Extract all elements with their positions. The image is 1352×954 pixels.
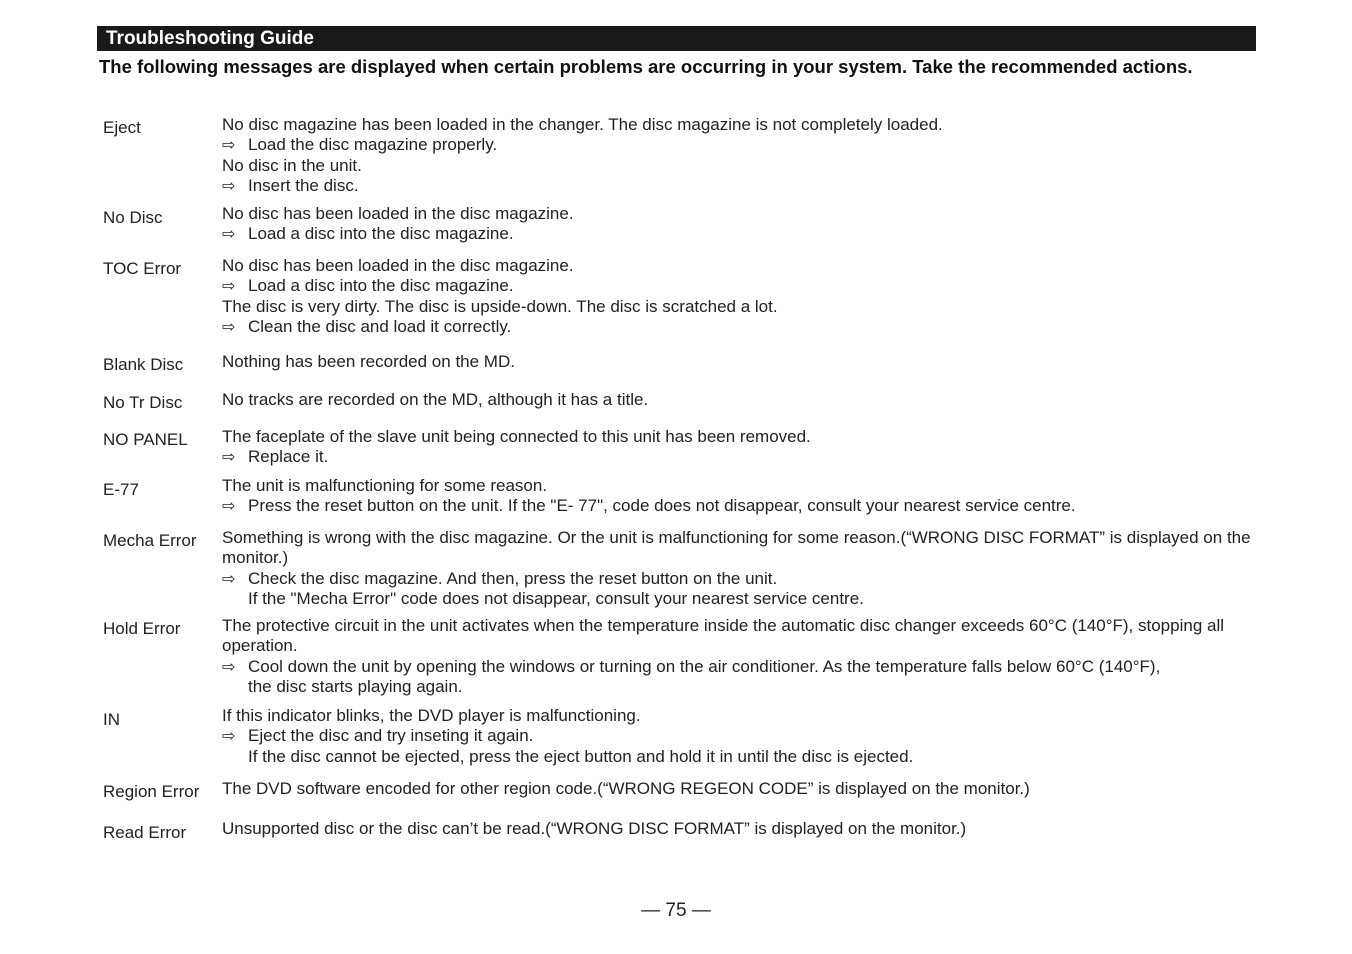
desc-line: Unsupported disc or the disc can’t be read.(“WRONG DISC FORMAT” is displayed on the monitor.): [222, 819, 967, 838]
arrow-right-icon: ⇨: [222, 276, 236, 296]
remedy-line: [222, 657, 1252, 677]
arrow-right-icon: ⇨: [222, 224, 236, 244]
error-desc-e-77: [222, 476, 1252, 517]
arrow-right-icon: ⇨: [222, 568, 236, 588]
remedy-text: Press the reset button on the unit. If the "E- 77", code does not disappear, consult your nearest service centre.: [248, 496, 1076, 516]
error-desc-eject: [222, 115, 1252, 197]
desc-line: Something is wrong with the disc magazine. Or the unit is malfunctioning for some reason.(“WRONG DISC FORMAT” is displayed on the monitor.): [222, 528, 1251, 568]
error-label-blank-disc: Blank Disc: [103, 355, 184, 374]
remedy-line: [222, 276, 1252, 296]
error-label-no-panel: NO PANEL: [103, 430, 188, 449]
remedy-text: Load a disc into the disc magazine.: [248, 224, 514, 244]
remedy-text: Eject the disc and try inseting it again.: [248, 726, 534, 746]
error-desc-no-panel: [222, 427, 1252, 468]
desc-line: No tracks are recorded on the MD, although it has a title.: [222, 390, 649, 409]
arrow-right-icon: ⇨: [222, 176, 236, 196]
remedy-line: [222, 496, 1252, 516]
desc-line: The DVD software encoded for other region code.(“WRONG REGEON CODE” is displayed on the monitor.): [222, 779, 1030, 798]
remedy-line: [222, 317, 1252, 337]
desc-line: No disc has been loaded in the disc magazine.: [222, 204, 574, 223]
error-label-toc-error: TOC Error: [103, 259, 182, 278]
desc-line: No disc magazine has been loaded in the changer. The disc magazine is not completely loaded.: [222, 115, 943, 134]
remedy-text: Load a disc into the disc magazine.: [248, 276, 514, 296]
error-desc-toc-error: [222, 256, 1252, 338]
remedy-text: Load the disc magazine properly.: [248, 135, 498, 155]
error-label-no-tr-disc: No Tr Disc: [103, 393, 183, 412]
remedy-text: Clean the disc and load it correctly.: [248, 317, 512, 337]
remedy-line: [222, 447, 1252, 467]
error-label-region-error: Region Error: [103, 782, 200, 801]
error-desc-no-tr-disc: [222, 390, 1252, 410]
section-title-bar: [97, 26, 1256, 51]
desc-line: If this indicator blinks, the DVD player is malfunctioning.: [222, 706, 641, 725]
remedy-continuation: If the "Mecha Error" code does not disappear, consult your nearest service centre.: [248, 589, 864, 609]
remedy-text: Replace it.: [248, 447, 329, 467]
desc-line: The protective circuit in the unit activates when the temperature inside the automatic disc changer exceeds 60°C (140°F), stopping all operation.: [222, 616, 1225, 656]
arrow-right-icon: ⇨: [222, 135, 236, 155]
error-desc-in: [222, 706, 1252, 767]
error-label-read-error: Read Error: [103, 823, 187, 842]
error-desc-read-error: [222, 819, 1252, 839]
remedy-text: Cool down the unit by opening the windows or turning on the air conditioner. As the temperature falls below 60°C (140°F),: [248, 656, 1161, 676]
arrow-right-icon: ⇨: [222, 726, 236, 746]
error-desc-region-error: [222, 779, 1252, 799]
intro-text: The following messages are displayed when certain problems are occurring in your system. Take the recommended actions.: [99, 56, 1193, 77]
arrow-right-icon: ⇨: [222, 496, 236, 516]
desc-line: The faceplate of the slave unit being connected to this unit has been removed.: [222, 427, 811, 446]
arrow-right-icon: ⇨: [222, 447, 236, 467]
error-label-no-disc: No Disc: [103, 208, 163, 227]
error-label-eject: Eject: [103, 118, 141, 137]
error-label-mecha-error: Mecha Error: [103, 531, 197, 550]
remedy-line: [222, 569, 1252, 589]
remedy-line: [222, 224, 1252, 244]
error-desc-no-disc: [222, 204, 1252, 245]
arrow-right-icon: ⇨: [222, 317, 236, 337]
remedy-line: [222, 135, 1252, 155]
error-label-in: IN: [103, 710, 120, 729]
desc-line: The unit is malfunctioning for some reason.: [222, 476, 548, 495]
remedy-text: Insert the disc.: [248, 176, 359, 196]
desc-line: No disc has been loaded in the disc magazine.: [222, 256, 574, 275]
error-desc-blank-disc: [222, 352, 1252, 372]
error-label-hold-error: Hold Error: [103, 619, 181, 638]
remedy-line: [222, 176, 1252, 196]
error-desc-mecha-error: [222, 528, 1252, 610]
desc-line: The disc is very dirty. The disc is upside-down. The disc is scratched a lot.: [222, 296, 778, 316]
arrow-right-icon: ⇨: [222, 656, 236, 676]
remedy-continuation: If the disc cannot be ejected, press the eject button and hold it in until the disc is ejected.: [248, 746, 914, 766]
remedy-continuation: the disc starts playing again.: [248, 677, 463, 697]
page-number: — 75 —: [641, 900, 711, 921]
remedy-line: [222, 726, 1252, 746]
error-desc-hold-error: [222, 616, 1252, 698]
remedy-text: Check the disc magazine. And then, press the reset button on the unit.: [248, 568, 778, 588]
error-label-e-77: E-77: [103, 480, 139, 499]
desc-line: No disc in the unit.: [222, 155, 362, 175]
section-title: Troubleshooting Guide: [106, 28, 314, 49]
desc-line: Nothing has been recorded on the MD.: [222, 352, 515, 371]
